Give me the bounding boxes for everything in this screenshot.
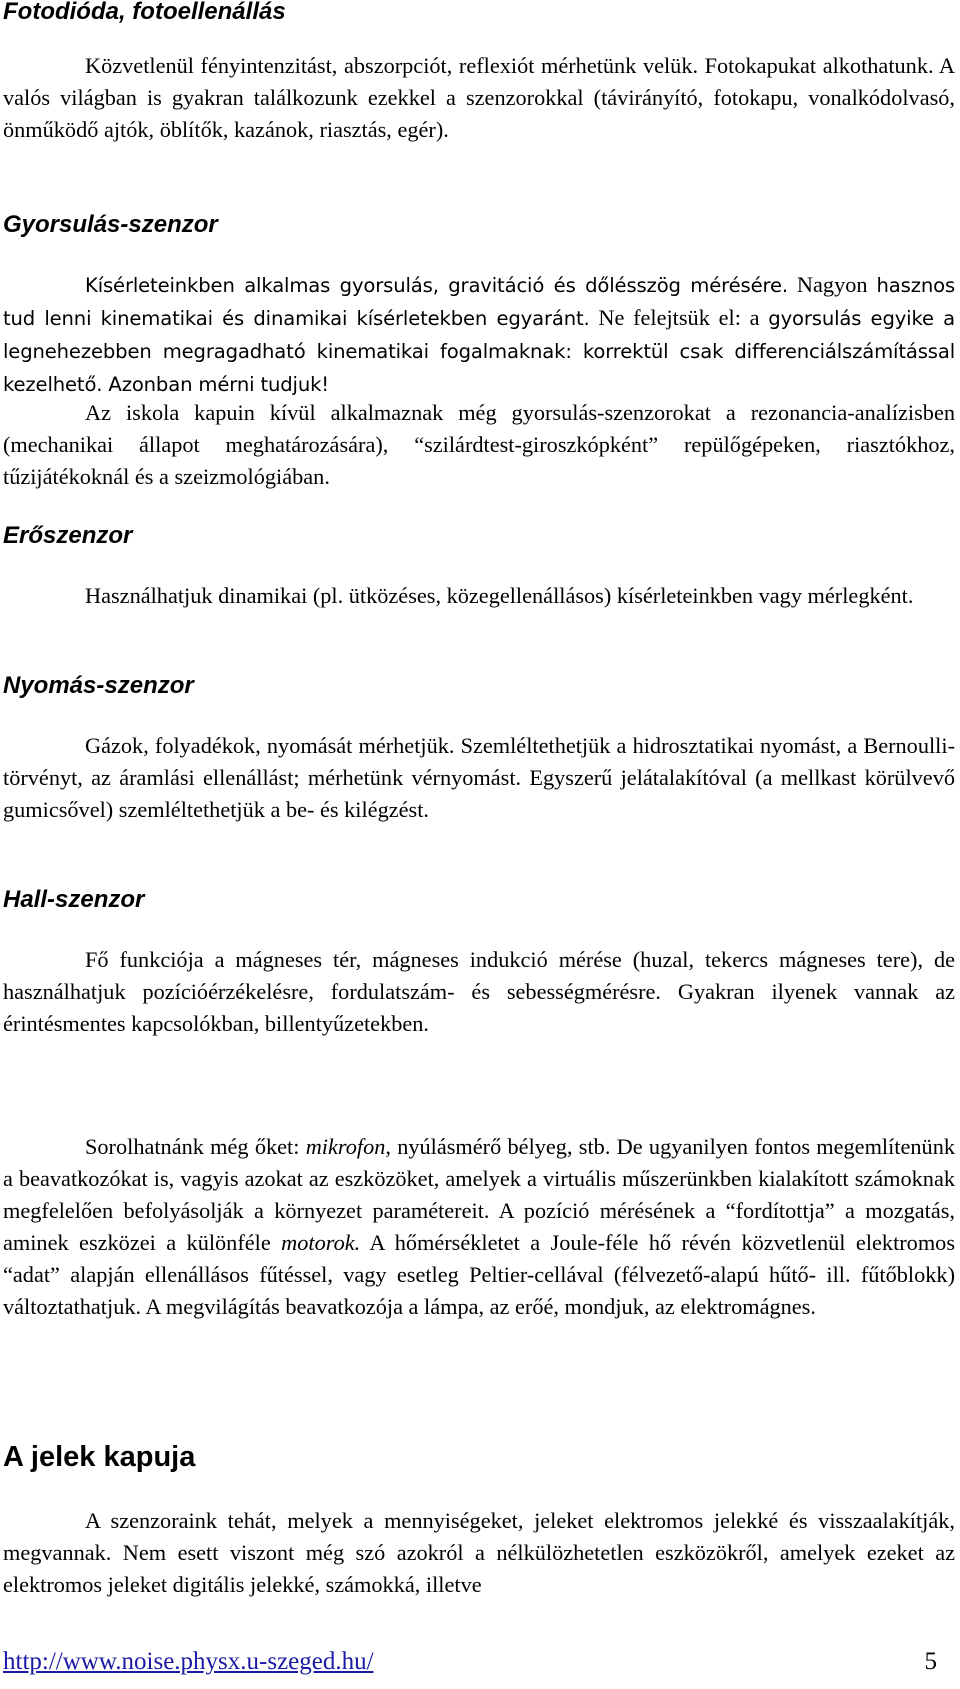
paragraph-acceleration-1 — [3, 269, 955, 401]
actuators-text-c: , nyúlásmérő bélyeg, stb. De ugyanilyen fontos megemlítenünk a beavatkozókat is, vagyis azokat az eszközöket, amelyek a virtuális műszerünkben kialakított számoknak megfelelően befolyásolják a környezet paramétereit. A pozíció mérésének a “fordítottja” a mozgatás, aminek eszközei a különféle — [3, 1134, 955, 1255]
actuators-text-e: A hőmérsékletet a Joule-féle hő révén közvetlenül elektromos “adat” alapján ellenállásos fűtéssel, vagy esetleg Peltier-cellával (félvezető-alapú hűtő- ill. fűtőblokk) változtathatjuk. A megvilágítás beavatkozója a lámpa, az erőé, mondjuk, az elektromágnes. — [3, 1230, 956, 1319]
section-heading-acceleration: Gyorsulás-szenzor — [3, 211, 218, 238]
paragraph-actuators — [3, 1131, 955, 1323]
acceleration-text-b: Nagyon — [787, 272, 877, 297]
paragraph-photodiode: Közvetlenül fényintenzitást, abszorpciót, reflexiót mérhetünk velük. Fotokapukat alkothatunk. A valós világban is gyakran találkozunk ezekkel a szenzorokkal (távirányító, fotokapu, vonalkódolvasó, önműködő ajtók, öblítők, kazánok, riasztás, egér). — [3, 53, 955, 142]
paragraph-acceleration-2: Az iskola kapuin kívül alkalmaznak még gyorsulás-szenzorokat a rezonancia-analízisben (mechanikai állapot meghatározására), “szilárdtest-giroszkópként” repülőgépeken, riasztókhoz, tűzijátékoknál és a szeizmológiában. — [3, 400, 955, 489]
section-heading-photodiode: Fotodióda, fotoellenállás — [3, 0, 286, 25]
paragraph-pressure: Gázok, folyadékok, nyomását mérhetjük. Szemléltethetjük a hidrosztatikai nyomást, a Bernoulli-törvényt, az áramlási ellenállást; mérhetünk vérnyomást. Egyszerű jelátalakítóval (a mellkast körülvevő gumicsővel) szemléltethetjük a be- és kilégzést. — [3, 733, 955, 822]
page-footer — [3, 1648, 937, 1682]
section-heading-pressure: Nyomás-szenzor — [3, 672, 194, 699]
paragraph-signal-gate: A szenzoraink tehát, melyek a mennyiségeket, jeleket elektromos jelekké és visszaalakítják, megvannak. Nem esett viszont még szó azokról a nélkülözhetetlen eszközökről, amelyek ezeket az elektromos jeleket digitális jelekké, számokká, illetve — [3, 1508, 955, 1597]
footer-url-link[interactable]: http://www.noise.physx.u-szeged.hu/ — [3, 1648, 374, 1675]
acceleration-text-d: Ne felejtsük el: a — [589, 305, 769, 330]
acceleration-text-a: Kísérleteinkben alkalmas gyorsulás, gravitáció és dőlésszög mérésére. — [85, 274, 788, 297]
section-heading-signal-gate: A jelek kapuja — [3, 1441, 196, 1473]
section-heading-force: Erőszenzor — [3, 522, 133, 549]
actuators-term-motors: motorok. — [281, 1230, 361, 1255]
acceleration-text-e: gyorsulás egyike a legnehezebben megragadható kinematikai fogalmaknak: korrektül csak differenciálszámítással kezelhető. Azonban mérni tudjuk! — [3, 307, 955, 396]
paragraph-force: Használhatjuk dinamikai (pl. ütközéses, közegellenállásos) kísérleteinkben vagy mérlegként. — [85, 583, 914, 608]
actuators-term-microphone: mikrofon — [305, 1134, 386, 1159]
section-heading-hall: Hall-szenzor — [3, 886, 145, 913]
page-number: 5 — [924, 1648, 937, 1675]
paragraph-hall: Fő funkciója a mágneses tér, mágneses indukció mérése (huzal, tekercs mágneses tere), de használhatjuk pozícióérzékelésre, fordulatszám- és sebességmérésre. Gyakran ilyenek vannak az érintésmentes kapcsolókban, billentyűzetekben. — [3, 947, 955, 1036]
actuators-text-a: Sorolhatnánk még őket: — [85, 1134, 306, 1159]
acceleration-text-c: hasznos tud lenni kinematikai és dinamikai kísérletekben egyaránt. — [3, 274, 955, 330]
